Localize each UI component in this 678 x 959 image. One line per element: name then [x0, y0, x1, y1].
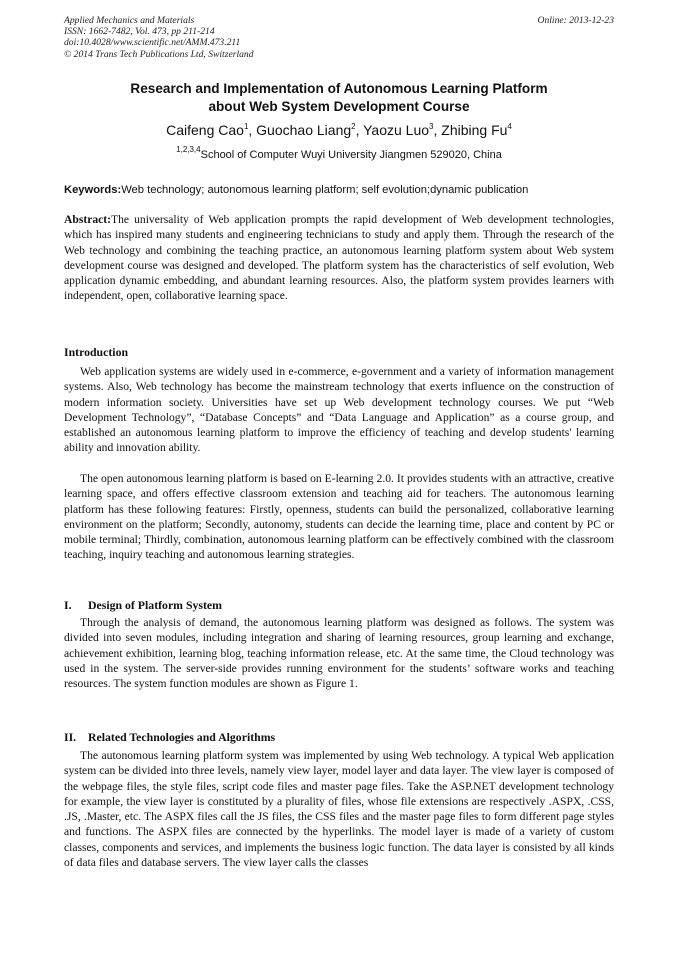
- section-paragraph: Through the analysis of demand, the autonomous learning platform was designed as follows. The system was divided into seven modules, including integration and sharing of learning resources, group learning and exchange, achievement exhibition, learning blog, teaching information release, etc. At the same time, the Cloud technology was used in the system. The server-side provides running environment for the students’ software works and teaching resources. The system function modules are shown as Figure 1.: [64, 616, 614, 691]
- author-name: Yaozu Luo: [363, 122, 430, 138]
- author-list: [40, 121, 638, 139]
- affiliation-sup: 1,2,3,4: [176, 145, 201, 154]
- title-line-2: about Web System Development Course: [208, 99, 470, 114]
- author-sup: 4: [507, 122, 512, 131]
- section-number: I.: [64, 598, 72, 612]
- author-sup: 3: [429, 122, 434, 131]
- author-sup: 2: [351, 122, 356, 131]
- journal-name: Applied Mechanics and Materials: [64, 15, 195, 26]
- section-paragraph: The autonomous learning platform system was implemented by using Web technology. A typical Web application system can be divided into three levels, namely view layer, model layer and data layer. The view layer is composed of the webpage files, the style files, script code files and master page files. Take the ASP.NET development technology for example, the view layer is constituted by a plurality of files, whose file extensions are respectively .ASPX, .CSS, .JS, .Master, etc. The ASPX files call the JS files, the CSS files and the master page files to form different page styles and functions. The ASPX files are connected by the hyperlinks. The model layer is made of a variety of custom classes, components and services, and implements the business logic function. The data layer is consisted by all kinds of data files and database servers. The view layer calls the classes: [64, 749, 614, 870]
- introduction-paragraph: The open autonomous learning platform is based on E-learning 2.0. It provides students with an attractive, creative learning space, and offers effective classroom extension and teaching aid for teachers. The autonomous learning platform has these following features: Firstly, openness, students can build the personalized, collaborative learning environment on the platform; Secondly, autonomy, students can decide the learning time, place and content by PC or mobile terminal; Thirdly, combination, autonomous learning platform can be effectively combined with the classroom teaching, inquiry teaching and autonomous learning strategies.: [64, 472, 614, 562]
- author-name: Caifeng Cao: [166, 122, 244, 138]
- affiliation: [40, 145, 638, 162]
- author-name: Zhibing Fu: [441, 122, 508, 138]
- author-name: Guochao Liang: [256, 122, 352, 138]
- section-title: Related Technologies and Algorithms: [88, 730, 276, 744]
- title-line-1: Research and Implementation of Autonomous Learning Platform: [130, 81, 548, 96]
- online-date: Online: 2013-12-23: [537, 15, 614, 26]
- introduction-paragraph: Web application systems are widely used in e-commerce, e-government and a variety of information management systems. Also, Web technology has become the mainstream technology that exerts influence on the construction of modern information society. Universities have set up Web development technology courses. We put “Web Development Technology”, “Database Concepts” and “Data Language and Application” as a course group, and established an autonomous learning platform to improve the efficiency of teaching and develop students' learning ability and innovation ability.: [64, 365, 614, 455]
- keywords-text: Web technology; autonomous learning platform; self evolution;dynamic publication: [121, 184, 529, 196]
- copyright-line: © 2014 Trans Tech Publications Ltd, Switzerland: [64, 48, 254, 60]
- author-sup: 1: [243, 122, 249, 131]
- journal-header: [64, 15, 254, 60]
- doi-line: doi:10.4028/www.scientific.net/AMM.473.211: [64, 37, 241, 49]
- keywords-label: Keywords:: [64, 184, 122, 196]
- author-separator: ,: [433, 122, 442, 138]
- section-title: Design of Platform System: [88, 598, 222, 612]
- abstract-label: Abstract:: [64, 213, 112, 226]
- author-separator: ,: [248, 122, 257, 138]
- issn-line: ISSN: 1662-7482, Vol. 473, pp 211-214: [64, 26, 215, 38]
- abstract-text: The universality of Web application prompts the rapid development of Web development technologies, which has inspired many students and engineering technicians to study and apply them. Through the research of the Web technology and combining the teaching practice, an autonomous learning platform system about Web system development course was designed and developed. The platform system has the characteristics of self evolution, Web application dynamic embedding, and abundant learning resources. Also, the platform system provides learners with independent, open, collaborative learning space.: [64, 213, 614, 303]
- section-heading: [64, 730, 275, 744]
- paper-title: [40, 80, 638, 116]
- author-separator: ,: [355, 122, 364, 138]
- abstract: [64, 212, 614, 304]
- introduction-heading: Introduction: [64, 345, 129, 359]
- section-heading: [64, 598, 222, 612]
- affiliation-text: School of Computer Wuyi University Jiangmen 529020, China: [200, 149, 502, 161]
- section-number: II.: [64, 730, 77, 744]
- keywords: [64, 183, 619, 198]
